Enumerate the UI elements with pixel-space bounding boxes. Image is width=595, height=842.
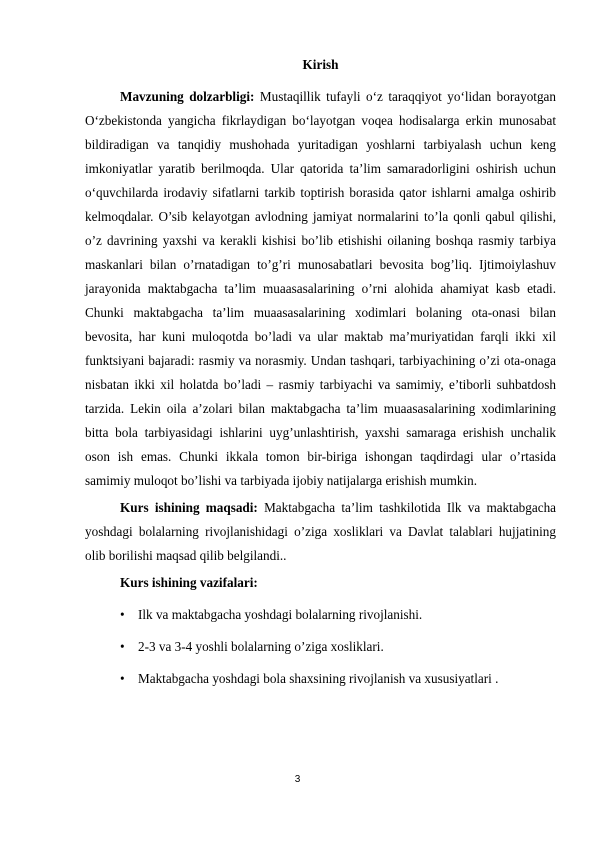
list-item <box>85 635 556 659</box>
list-item <box>85 667 556 691</box>
page-number: 3 <box>294 774 301 785</box>
list-item <box>85 603 556 627</box>
intro-lead: Mavzuning dolzarbligi: <box>120 89 255 104</box>
bullet-icon: • <box>120 671 125 686</box>
tasks-heading: Kurs ishining vazifalari: <box>120 575 258 590</box>
section-title: Kirish <box>302 57 339 72</box>
list-item-text: Ilk va maktabgacha yoshdagi bolalarning rivojlanishi. <box>138 607 423 622</box>
purpose-lead: Kurs ishining maqsadi: <box>120 500 258 515</box>
purpose-body: Maktabgacha ta’lim tashkilotida Ilk va maktabgacha yoshdagi bolalarning rivojlanishidagi o’ziga xosliklari va Davlat talablari hujjatining olib borilishi maqsad qilib belgilandi.. <box>85 500 557 563</box>
document-page <box>85 55 556 699</box>
bullet-icon: • <box>120 639 125 654</box>
tasks-list <box>85 603 556 691</box>
list-item-text: Maktabgacha yoshdagi bola shaxsining rivojlanish va xususiyatlari . <box>138 671 499 686</box>
list-item-text: 2-3 va 3-4 yoshli bolalarning o’ziga xosliklari. <box>138 639 384 654</box>
purpose-paragraph <box>85 496 556 568</box>
intro-paragraph <box>85 85 556 493</box>
intro-body: Mustaqillik tufayli o‘z taraqqiyot yo‘lidan borayotgan O‘zbekistonda yangicha fikrlaydigan bo‘layotgan voqea hodisalarga erkin munosabat bildiradigan va tanqidiy mushohada yuritadigan yoshlarni tarbiyalash uchun keng imkoniyatlar yaratib berilmoqda. Ular qatorida ta’lim samaradorligini oshirish uchun o‘quvchilarda irodaviy sifatlarni tarkib toptirish borasida qator ishlarni amalga oshirib kelmoqdalar. O’sib kelayotgan avlodning jamiyat normalarini to’la qonli qabul qilishi, o’z davrining yaxshi va kerakli kishisi bo’lib etishishi oilaning boshqa rasmiy tarbiya maskanlari bilan o’rnatadigan to’g’ri munosabatlari bevosita bog’liq. Ijtimoiylashuv jarayonida maktabgacha ta’lim muaasasalarining o’rni alohida ahamiyat kasb etadi. Chunki maktabgacha ta’lim muaasasalarining xodimlari bolaning ota-onasi bilan bevosita, har kuni muloqotda bo’ladi va ular maktab ma’muriyatidan farqli ikki xil funktsiyani bajaradi: rasmiy va norasmiy. Undan tashqari, tarbiyachining o’zi ota-onaga nisbatan ikki xil holatda bo’ladi – rasmiy tarbiyachi va samimiy, e’tiborli suhbatdosh tarzida. Lekin oila a’zolari bilan maktabgacha ta’lim muaasasalarining xodimlarining bitta bola tarbiyasidagi ishlarini uyg’unlashtirish, yaxshi samaraga erishish unchalik oson ish emas. Chunki ikkala tomon bir-biriga ishongan taqdirdagi ular o’rtasida samimiy muloqot bo’lishi va tarbiyada ijobiy natijalarga erishish mumkin. <box>85 89 557 488</box>
bullet-icon: • <box>120 607 125 622</box>
